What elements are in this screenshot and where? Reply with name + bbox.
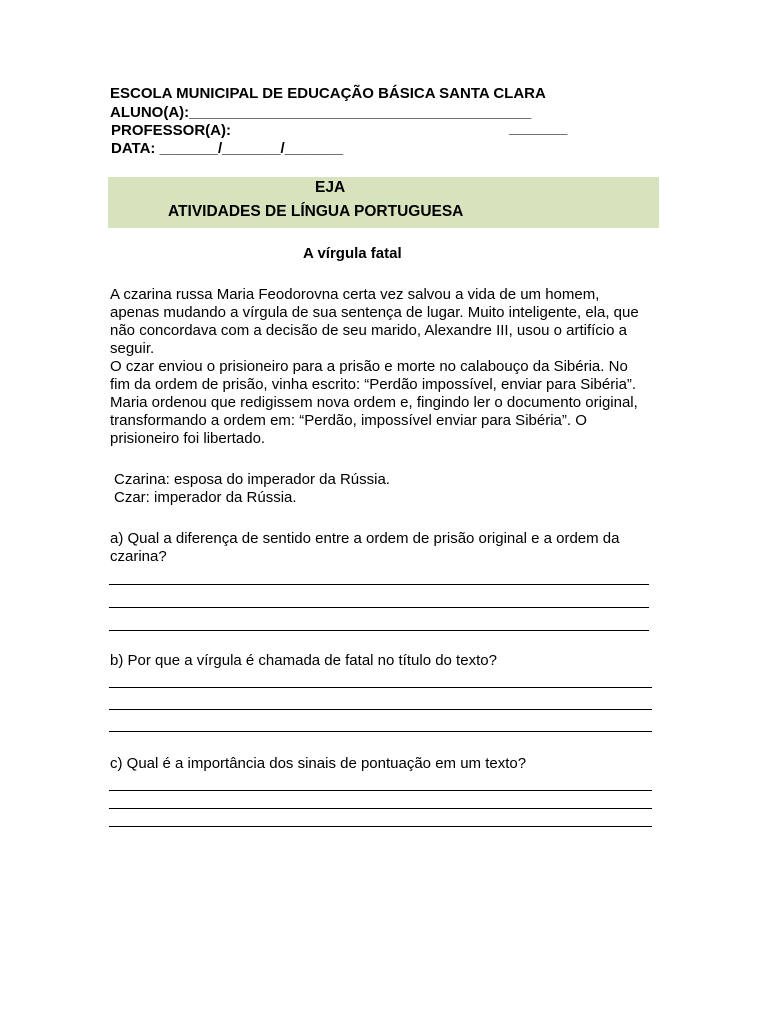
answer-line-b1[interactable] — [109, 687, 652, 688]
school-name: ESCOLA MUNICIPAL DE EDUCAÇÃO BÁSICA SANTA CLARA — [110, 85, 546, 102]
question-a-line: czarina? — [110, 548, 167, 565]
story-line: fim da ordem de prisão, vinha escrito: “Perdão impossível, enviar para Sibéria”. — [110, 376, 637, 393]
teacher-field-blank[interactable]: _______ — [509, 120, 568, 137]
question-b: b) Por que a vírgula é chamada de fatal no título do texto? — [110, 652, 497, 669]
story-line: transformando a ordem em: “Perdão, impossível enviar para Sibéria”. O — [110, 412, 587, 429]
story-line: Maria ordenou que redigissem nova ordem e, fingindo ler o documento original, — [110, 394, 638, 411]
answer-line-b3[interactable] — [109, 731, 652, 732]
answer-line-c3[interactable] — [109, 826, 652, 827]
date-field[interactable]: DATA: _______/_______/_______ — [111, 140, 344, 157]
question-c: c) Qual é a importância dos sinais de pontuação em um texto? — [110, 755, 527, 772]
question-a — [110, 530, 619, 566]
student-field[interactable]: ALUNO(A):_________________________________________ — [110, 104, 532, 121]
story-line: apenas mudando a vírgula de sua sentença de lugar. Muito inteligente, ela, que — [110, 304, 639, 321]
glossary-item: Czar: imperador da Rússia. — [114, 489, 297, 506]
question-a-line: a) Qual a diferença de sentido entre a ordem de prisão original e a ordem da — [110, 530, 620, 547]
answer-line-a3[interactable] — [109, 630, 649, 631]
story-line: prisioneiro foi libertado. — [110, 430, 266, 447]
glossary — [114, 471, 390, 507]
story-title: A vírgula fatal — [303, 245, 402, 262]
teacher-field-label: PROFESSOR(A): — [111, 122, 231, 139]
answer-line-c1[interactable] — [109, 790, 652, 791]
answer-line-a1[interactable] — [109, 584, 649, 585]
story-line: O czar enviou o prisioneiro para a prisão e morte no calabouço da Sibéria. No — [110, 358, 628, 375]
glossary-item: Czarina: esposa do imperador da Rússia. — [114, 471, 390, 488]
answer-line-c2[interactable] — [109, 808, 652, 809]
title-banner — [108, 177, 659, 228]
story-line: seguir. — [110, 340, 155, 357]
story-line: não concordava com a decisão de seu marido, Alexandre III, usou o artifício a — [110, 322, 627, 339]
story-line: A czarina russa Maria Feodorovna certa vez salvou a vida de um homem, — [110, 286, 600, 303]
banner-subject: ATIVIDADES DE LÍNGUA PORTUGUESA — [168, 203, 464, 220]
answer-line-b2[interactable] — [109, 709, 652, 710]
answer-line-a2[interactable] — [109, 607, 649, 608]
story-text — [110, 286, 639, 448]
banner-eja: EJA — [315, 179, 346, 196]
